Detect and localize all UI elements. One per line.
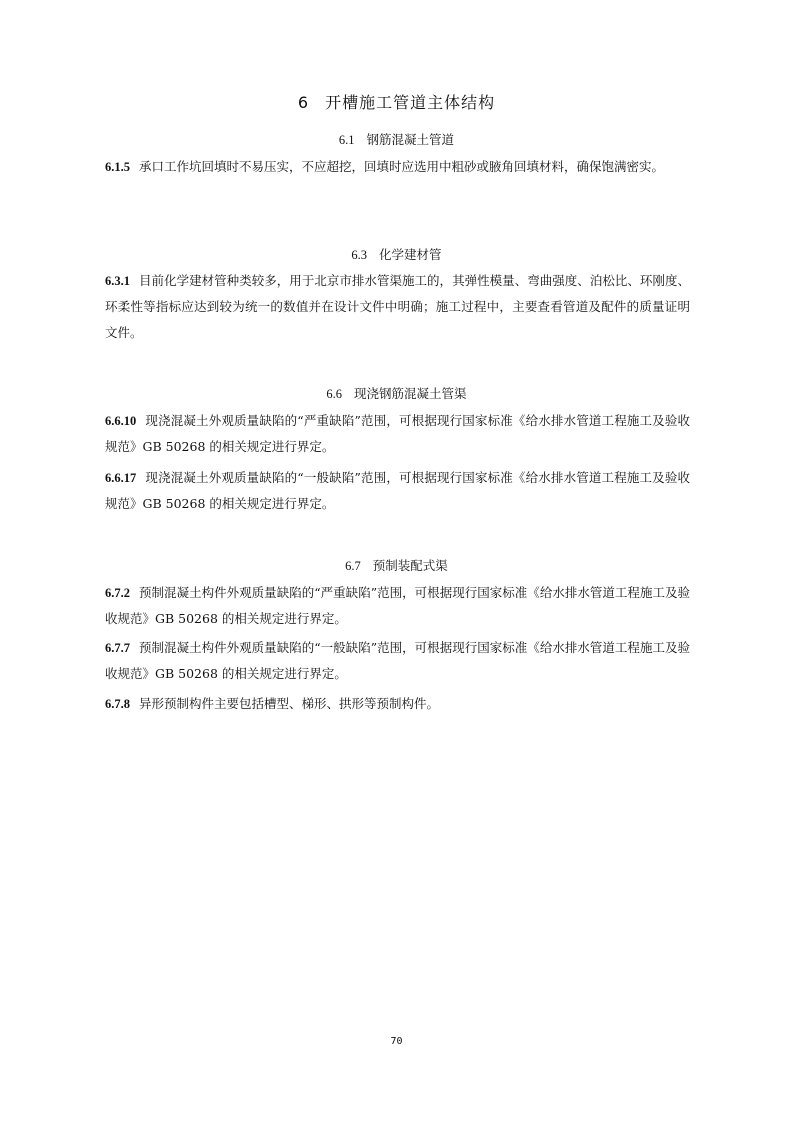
section-number: 6.3 (351, 248, 368, 262)
clause-6-7-2 (105, 580, 690, 632)
section-number: 6.7 (345, 559, 361, 573)
clause-6-7-8 (105, 691, 690, 717)
clause-6-1-5 (105, 154, 690, 180)
clause-text: 承口工作坑回填时不易压实，不应超挖，回填时应选用中粗砂或腋角回填材料，确保饱满密实。 (139, 159, 665, 174)
section-number: 6.6 (326, 387, 343, 401)
clause-text: 预制混凝土构件外观质量缺陷的“严重缺陷”范围，可根据现行国家标准《给水排水管道工程施工及验收规范》GB 50268 的相关规定进行界定。 (105, 585, 690, 626)
section-title: 现浇钢筋混凝土管渠 (354, 386, 467, 401)
clause-number: 6.1.5 (105, 160, 130, 174)
chapter-title (0, 90, 793, 113)
clause-number: 6.6.10 (105, 414, 137, 428)
page-number: 70 (390, 1036, 403, 1047)
clause-text: 现浇混凝土外观质量缺陷的“严重缺陷”范围，可根据现行国家标准《给水排水管道工程施工及验收规范》GB 50268 的相关规定进行界定。 (105, 413, 690, 454)
clause-number: 6.7.7 (105, 641, 130, 655)
clause-text: 预制混凝土构件外观质量缺陷的“一般缺陷”范围，可根据现行国家标准《给水排水管道工程施工及验收规范》GB 50268 的相关规定进行界定。 (105, 640, 690, 681)
clause-text: 现浇混凝土外观质量缺陷的“一般缺陷”范围，可根据现行国家标准《给水排水管道工程施工及验收规范》GB 50268 的相关规定进行界定。 (105, 470, 690, 511)
clause-text: 异形预制构件主要包括槽型、梯形、拱形等预制构件。 (139, 696, 440, 711)
clause-number: 6.7.2 (105, 586, 130, 600)
section-title: 预制装配式渠 (372, 558, 448, 573)
clause-number: 6.6.17 (105, 471, 137, 485)
clause-text: 目前化学建材管种类较多，用于北京市排水管渠施工的，其弹性模量、弯曲强度、泊松比、环刚度、环柔性等指标应达到较为统一的数值并在设计文件中明确；施工过程中，主要查看管道及配件的质量证明文件。 (105, 273, 690, 340)
section-title: 化学建材管 (379, 247, 442, 262)
clause-number: 6.7.8 (105, 697, 130, 711)
section-heading-6-7 (0, 556, 793, 574)
section-title: 钢筋混凝土管道 (366, 132, 455, 147)
clause-6-7-7 (105, 635, 690, 687)
section-number: 6.1 (338, 133, 355, 147)
chapter-title-text: 开槽施工管道主体结构 (325, 93, 496, 112)
clause-6-6-17 (105, 465, 690, 517)
clause-6-3-1 (105, 268, 690, 346)
section-heading-6-1 (0, 130, 793, 148)
clause-6-6-10 (105, 408, 690, 460)
section-heading-6-6 (0, 384, 793, 402)
clause-number: 6.3.1 (105, 274, 130, 288)
chapter-number: 6 (297, 93, 310, 112)
section-heading-6-3 (0, 245, 793, 263)
